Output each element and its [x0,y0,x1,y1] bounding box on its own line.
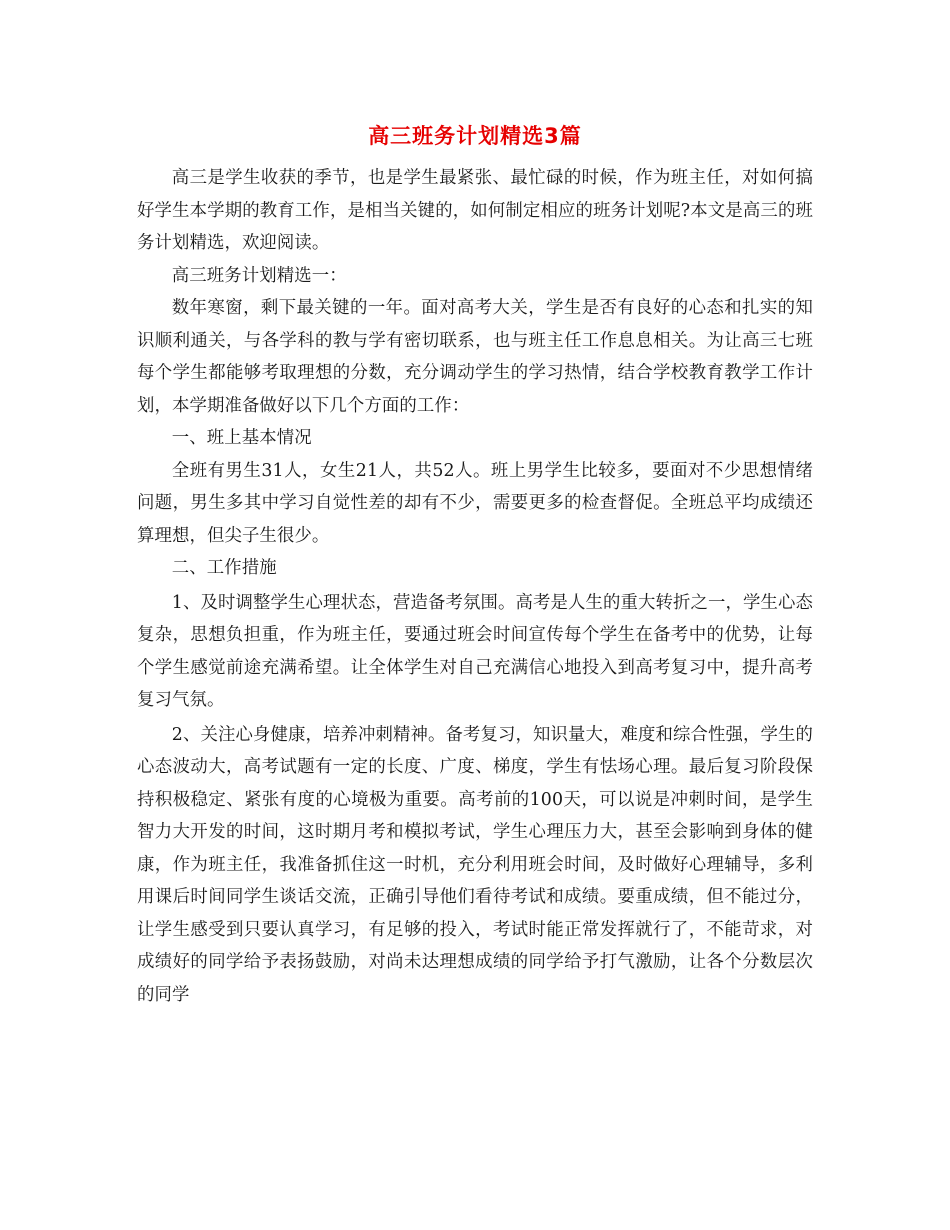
paragraph-intro: 高三是学生收获的季节，也是学生最紧张、最忙碌的时候，作为班主任，对如何搞好学生本学期的教育工作，是相当关键的，如何制定相应的班务计划呢?本文是高三的班务计划精选，欢迎阅读。 [137,168,813,253]
paragraph-section-heading: 高三班务计划精选一： [171,265,347,286]
paragraph-heading-measures: 二、工作措施 [171,558,277,578]
paragraph-measure-1: 1、及时调整学生心理状态，营造备考氛围。高考是人生的重大转折之一，学生心态复杂，思想负担重，作为班主任，要通过班会时间宣传每个学生在备考中的优势，让每个学生感觉前途充满希望。让全体学生对自己充满信心地投入到高考复习中，提升高考复习气氛。 [137,592,813,710]
document-body [137,162,813,1011]
paragraph-heading-class-situation: 一、班上基本情况 [171,428,312,448]
paragraph-measure-2: 2、关注心身健康，培养冲刺精神。备考复习，知识量大，难度和综合性强，学生的心态波动大，高考试题有一定的长度、广度、梯度，学生有怯场心理。最后复习阶段保持积极稳定、紧张有度的心境极为重要。高考前的100天，可以说是冲刺时间，是学生智力大开发的时间，这时期月考和模拟考试，学生心理压力大，甚至会影响到身体的健康，作为班主任，我准备抓住这一时机，充分利用班会时间，及时做好心理辅导，多利用课后时间同学生谈话交流，正确引导他们看待考试和成绩。要重成绩，但不能过分，让学生感受到只要认真学习，有足够的投入，考试时能正常发挥就行了，不能苛求，对成绩好的同学给予表扬鼓励，对尚未达理想成绩的同学给予打气激励，让各个分数层次的同学 [137,724,813,1005]
paragraph-class-situation: 全班有男生31人，女生21人，共52人。班上男学生比较多，要面对不少思想情绪问题，男生多其中学习自觉性差的却有不少，需要更多的检查督促。全班总平均成绩还算理想，但尖子生很少。 [137,460,813,546]
paragraph-overview: 数年寒窗，剩下最关键的一年。面对高考大关，学生是否有良好的心态和扎实的知识顺利通关，与各学科的教与学有密切联系，也与班主任工作息息相关。为让高三七班每个学生都能够考取理想的分数，充分调动学生的学习热情，结合学校教育教学工作计划，本学期准备做好以下几个方面的工作： [137,298,813,416]
document-title: 高三班务计划精选3篇 [368,124,582,148]
